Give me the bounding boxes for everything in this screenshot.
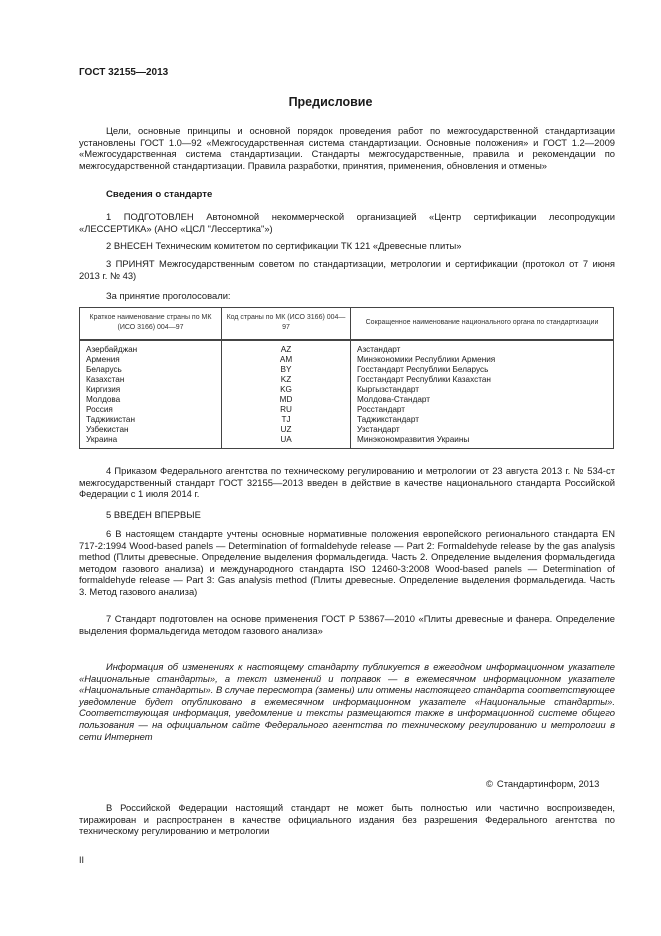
country-cell: Казахстан xyxy=(80,375,222,385)
voted-label: За принятие проголосовали: xyxy=(106,290,231,301)
item-5: 5 ВВЕДЕН ВПЕРВЫЕ xyxy=(106,509,201,520)
country-cell: Киргизия xyxy=(80,385,222,395)
table-row xyxy=(80,355,614,365)
table-row xyxy=(80,340,614,355)
body-cell: Кыргызстандарт xyxy=(351,385,614,395)
table-row xyxy=(80,375,614,385)
code-cell: TJ xyxy=(222,415,351,425)
table-row xyxy=(80,385,614,395)
table-row xyxy=(80,435,614,449)
table-header-country: Краткое наименование страны по МК (ИСО 3166) 004—97 xyxy=(80,308,222,341)
table-row xyxy=(80,415,614,425)
country-cell: Молдова xyxy=(80,395,222,405)
body-cell: Росстандарт xyxy=(351,405,614,415)
reproduction-notice-text: В Российской Федерации настоящий стандарт не может быть полностью или частично воспроизведен, тиражирован и распространен в качестве официального издания без разрешения Федерального агентства по техническому регулированию и метрологии xyxy=(79,802,615,837)
item-1 xyxy=(79,211,615,234)
table-row xyxy=(80,365,614,375)
code-cell: BY xyxy=(222,365,351,375)
copyright-text: Стандартинформ, 2013 xyxy=(496,778,600,789)
info-notice xyxy=(79,661,615,742)
item-2: 2 ВНЕСЕН Техническим комитетом по сертификации ТК 121 «Древесные плиты» xyxy=(106,240,462,251)
country-cell: Узбекистан xyxy=(80,425,222,435)
body-cell: Госстандарт Республики Беларусь xyxy=(351,365,614,375)
intro-paragraph xyxy=(79,125,615,171)
code-cell: RU xyxy=(222,405,351,415)
country-cell: Украина xyxy=(80,435,222,449)
reproduction-notice xyxy=(79,802,615,837)
country-cell: Россия xyxy=(80,405,222,415)
body-cell: Таджикстандарт xyxy=(351,415,614,425)
table-row xyxy=(80,405,614,415)
section-heading: Сведения о стандарте xyxy=(106,189,213,200)
intro-text: Цели, основные принципы и основной порядок проведения работ по межгосударственной стандартизации установлены ГОСТ 1.0—92 «Межгосударственная система стандартизации. Основные положения» и ГОСТ 1.2—2009 «Межгосударственная система стандартизации. Стандарты межгосударственные, правила и рекомендации по межгосударственной стандартизации. Правила разработки, принятия, применения, обновления и отмены» xyxy=(79,125,615,171)
body-cell: Минэкономики Республики Армения xyxy=(351,355,614,365)
item-6-text: 6 В настоящем стандарте учтены основные нормативные положения европейского регионального стандарта EN 717-2:1994 Wood-based panels — Determination of formaldehyde release — Part 2: Formaldehyde release by the gas analysis method (Плиты древесные. Определение выделения формальдегида. Часть 2. Определение выделения формальдегида методом газового анализа) и международного стандарта ISO 12460-3:2008 Wood-based panels — Determination of formaldehyde release — Part 3: Gas analysis method (Плиты древесные. Определение выделения формальдегида. Часть 3. Метод газового анализа) xyxy=(79,528,615,597)
body-cell: Азстандарт xyxy=(351,340,614,355)
page-title: Предисловие xyxy=(288,95,373,109)
code-cell: KG xyxy=(222,385,351,395)
info-notice-text: Информация об изменениях к настоящему стандарту публикуется в ежегодном информационном указателе «Национальные стандарты», а текст изменений и поправок — в ежемесячном информационном указателе «Национальные стандарты». В случае пересмотра (замены) или отмены настоящего стандарта соответствующее уведомление будет опубликовано в ежемесячном информационном указателе «Национальные стандарты». Соответствующая информация, уведомление и тексты размещаются также в информационной системе общего пользования — на официальном сайте Федерального агентства по техническому регулированию и метрологии в сети Интернет xyxy=(79,661,615,742)
code-cell: AZ xyxy=(222,340,351,355)
code-cell: AM xyxy=(222,355,351,365)
code-cell: MD xyxy=(222,395,351,405)
body-cell: Молдова-Стандарт xyxy=(351,395,614,405)
country-cell: Армения xyxy=(80,355,222,365)
body-cell: Госстандарт Республики Казахстан xyxy=(351,375,614,385)
country-cell: Азербайджан xyxy=(80,340,222,355)
item-6 xyxy=(79,528,615,598)
item-4-text: 4 Приказом Федерального агентства по техническому регулированию и метрологии от 23 августа 2013 г. № 534-ст межгосударственный стандарт ГОСТ 32155—2013 введен в действие в качестве национального стандарта Российской Федерации с 1 июля 2014 г. xyxy=(79,465,615,500)
copyright-line xyxy=(486,778,603,789)
item-7-text: 7 Стандарт подготовлен на основе применения ГОСТ Р 53867—2010 «Плиты древесные и фанера. Определение выделения формальдегида методом газового анализа» xyxy=(79,613,615,636)
body-cell: Минэкономразвития Украины xyxy=(351,435,614,449)
item-3-text: 3 ПРИНЯТ Межгосударственным советом по стандартизации, метрологии и сертификации (протокол от 7 июня 2013 г. № 43) xyxy=(79,258,615,281)
body-cell: Узстандарт xyxy=(351,425,614,435)
document-code: ГОСТ 32155—2013 xyxy=(79,67,169,78)
country-cell: Таджикистан xyxy=(80,415,222,425)
member-states-table xyxy=(79,307,614,449)
copyright-symbol: © xyxy=(486,778,493,789)
table-header-row xyxy=(80,308,614,341)
country-cell: Беларусь xyxy=(80,365,222,375)
item-7 xyxy=(79,613,615,636)
table-header-code: Код страны по МК (ИСО 3166) 004—97 xyxy=(222,308,351,341)
table-row xyxy=(80,395,614,405)
page-number: II xyxy=(79,855,85,865)
code-cell: UZ xyxy=(222,425,351,435)
table-row xyxy=(80,425,614,435)
table-header-body: Сокращенное наименование национального органа по стандартизации xyxy=(351,308,614,341)
item-4 xyxy=(79,465,615,500)
item-1-text: 1 ПОДГОТОВЛЕН Автономной некоммерческой организацией «Центр сертификации лесопродукции «ЛЕССЕРТИКА» (АНО «ЦСЛ "Лессертика"») xyxy=(79,211,615,234)
code-cell: UA xyxy=(222,435,351,449)
code-cell: KZ xyxy=(222,375,351,385)
item-3 xyxy=(79,258,615,281)
